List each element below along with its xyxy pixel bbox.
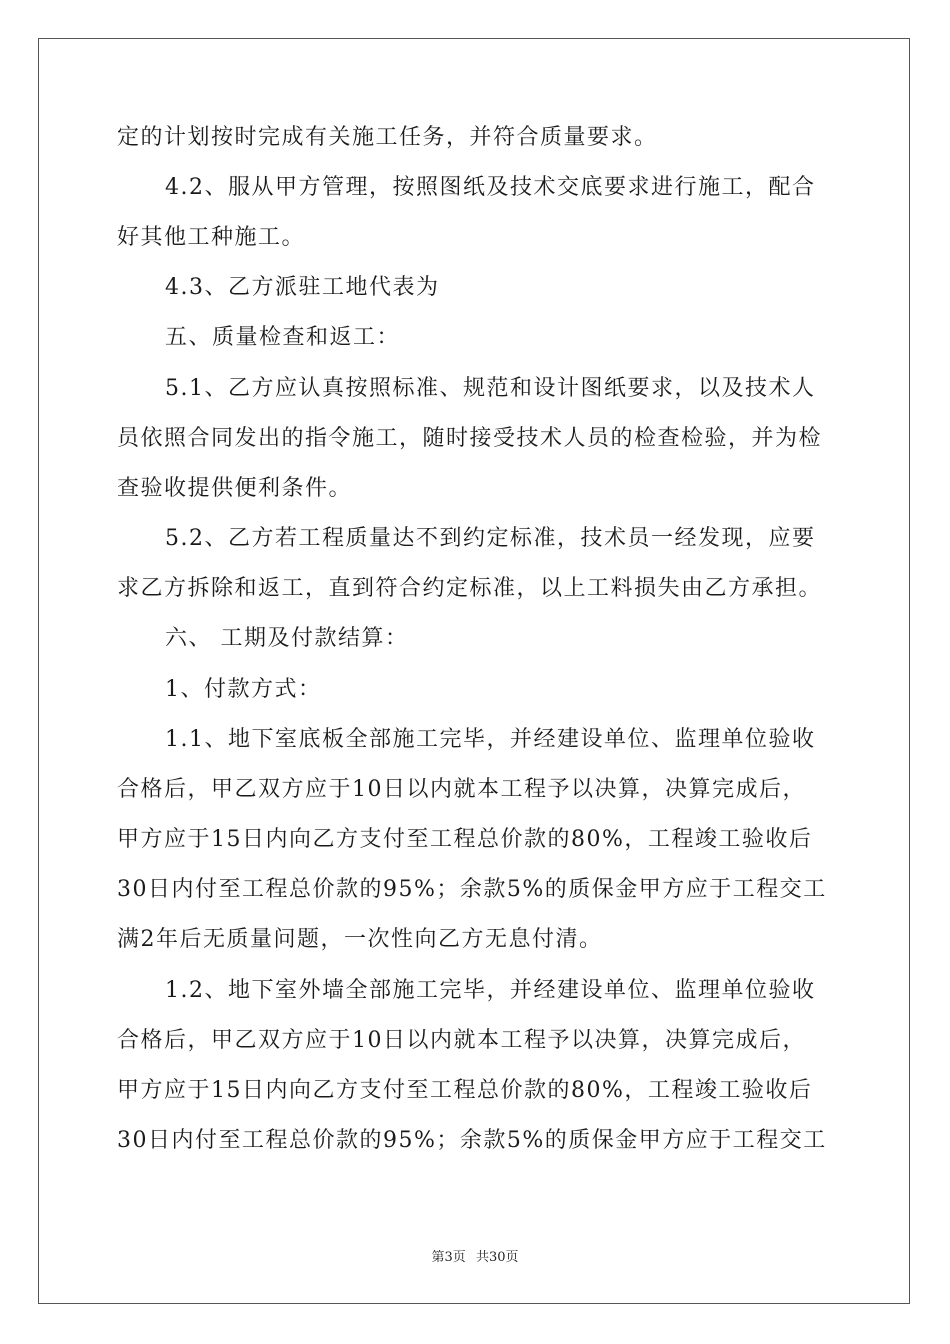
text-line: 4.2、服从甲方管理，按照图纸及技术交底要求进行施工，配合 bbox=[165, 175, 816, 200]
page-number: 第3页 bbox=[431, 1250, 466, 1265]
text-line: 员依照合同发出的指令施工，随时接受技术人员的检查检验，并为检 bbox=[117, 426, 823, 451]
text-line: 甲方应于15日内向乙方支付至工程总价款的80%，工程竣工验收后 bbox=[117, 827, 813, 852]
text-line: 甲方应于15日内向乙方支付至工程总价款的80%，工程竣工验收后 bbox=[117, 1078, 813, 1103]
text-line: 30日内付至工程总价款的95%；余款5%的质保金甲方应于工程交工 bbox=[117, 877, 827, 902]
page-total: 共30页 bbox=[475, 1250, 519, 1265]
text-line: 定的计划按时完成有关施工任务，并符合质量要求。 bbox=[117, 125, 658, 150]
text-line: 4.3、乙方派驻工地代表为 bbox=[165, 275, 440, 300]
text-line: 求乙方拆除和返工，直到符合约定标准，以上工料损失由乙方承担。 bbox=[117, 576, 823, 601]
text-line: 查验收提供便利条件。 bbox=[117, 476, 353, 501]
text-line: 满2年后无质量问题，一次性向乙方无息付清。 bbox=[117, 927, 603, 952]
text-line: 1、付款方式： bbox=[165, 677, 322, 702]
text-line: 合格后，甲乙双方应于10日以内就本工程予以决算，决算完成后， bbox=[117, 777, 806, 802]
text-line: 1.1、地下室底板全部施工完毕，并经建设单位、监理单位验收 bbox=[165, 727, 816, 752]
section-heading: 六、 工期及付款结算： bbox=[165, 626, 409, 651]
page-footer bbox=[0, 1246, 950, 1265]
text-line: 5.2、乙方若工程质量达不到约定标准，技术员一经发现，应要 bbox=[165, 526, 816, 551]
text-line: 好其他工种施工。 bbox=[117, 225, 306, 250]
text-line: 合格后，甲乙双方应于10日以内就本工程予以决算，决算完成后， bbox=[117, 1028, 806, 1053]
text-line: 5.1、乙方应认真按照标准、规范和设计图纸要求，以及技术人 bbox=[165, 376, 816, 401]
text-line: 1.2、地下室外墙全部施工完毕，并经建设单位、监理单位验收 bbox=[165, 978, 816, 1003]
section-heading: 五、质量检查和返工： bbox=[165, 325, 401, 350]
text-line: 30日内付至工程总价款的95%；余款5%的质保金甲方应于工程交工 bbox=[117, 1128, 827, 1153]
